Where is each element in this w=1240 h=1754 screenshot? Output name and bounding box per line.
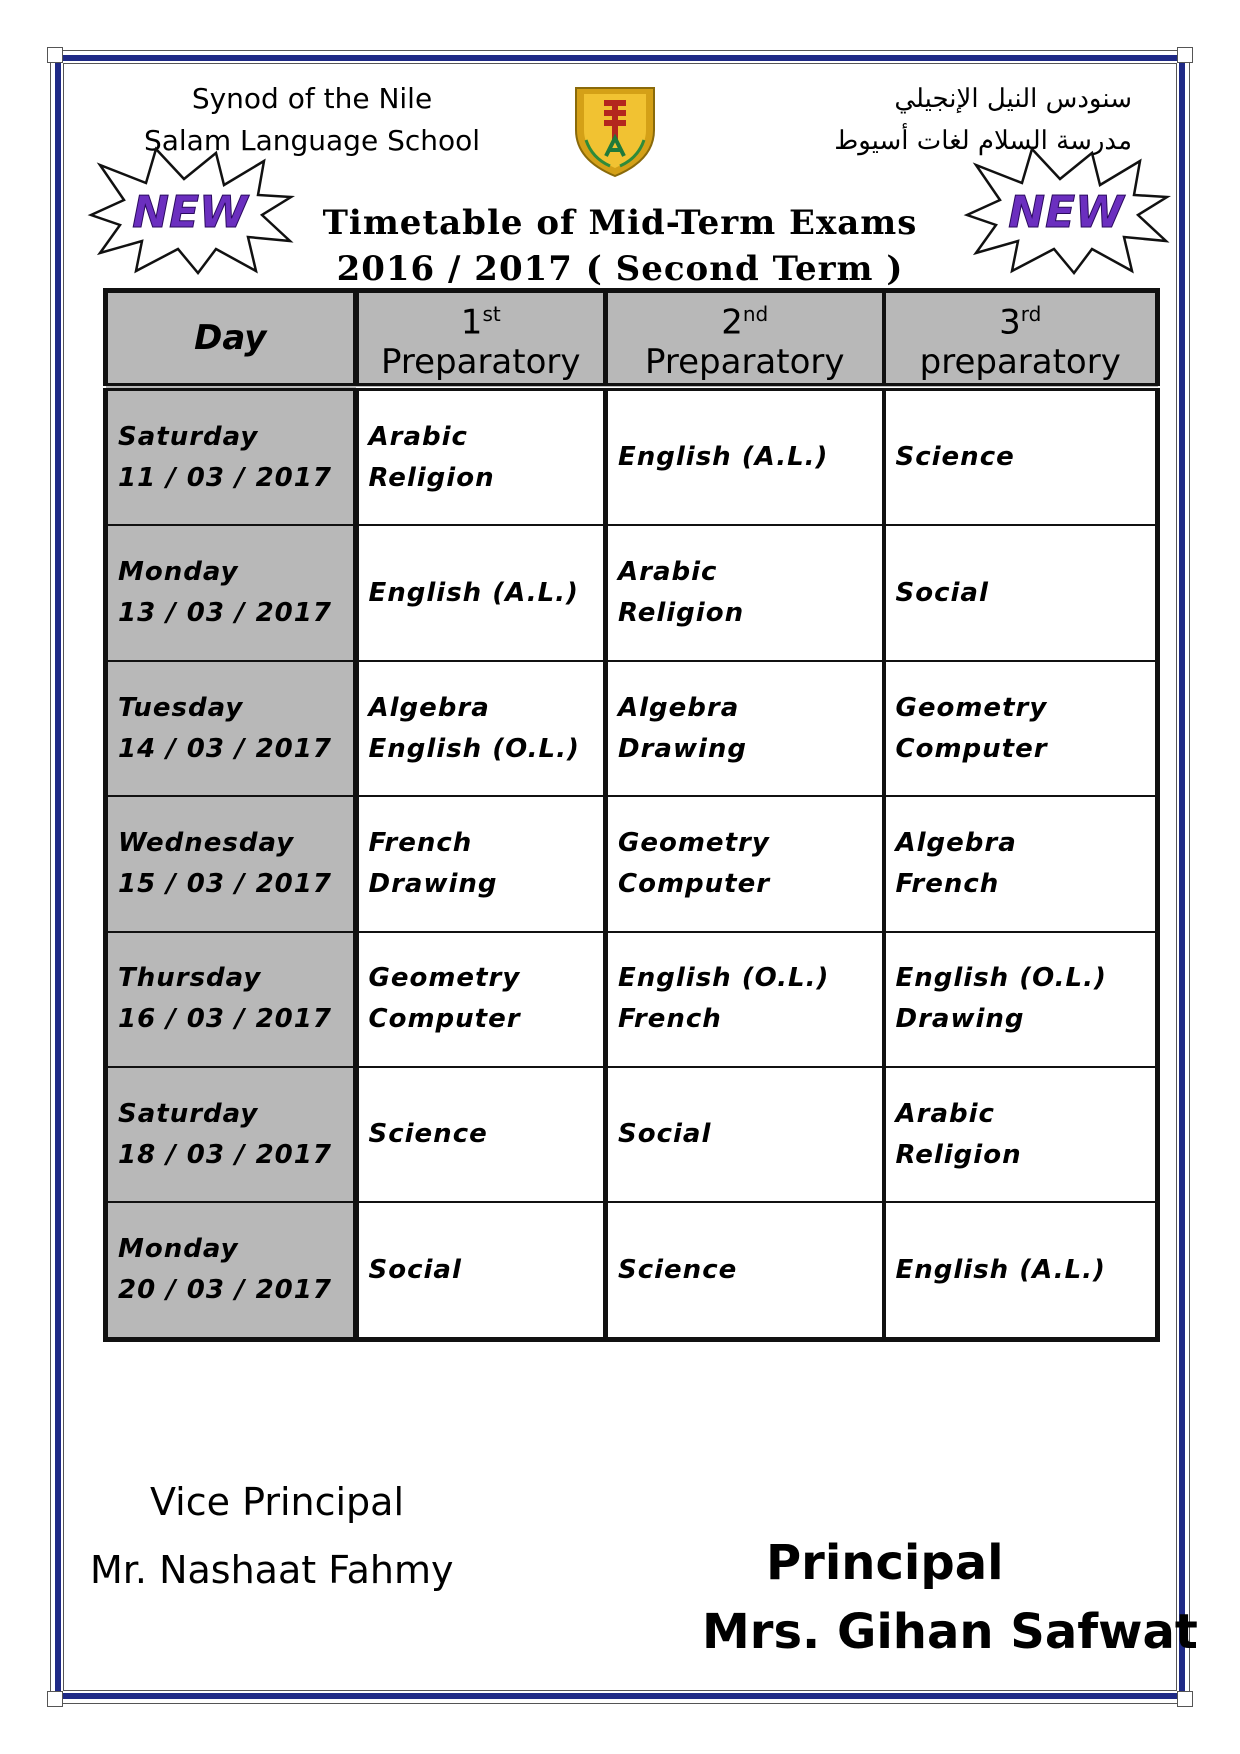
day-cell — [106, 661, 356, 796]
frame-corner — [1177, 47, 1193, 63]
subject: English (A.L.) — [618, 442, 829, 473]
header-grade-3: 3rd preparatory — [884, 291, 1158, 388]
subjects-grade-3 — [884, 387, 1158, 525]
subject: Computer — [618, 868, 771, 899]
subjects-grade-1 — [356, 932, 606, 1067]
new-badge-right — [962, 145, 1172, 275]
subject: Drawing — [895, 1004, 1025, 1035]
subjects-grade-3 — [884, 1067, 1158, 1202]
school-name-arabic-line-1: سنودس النيل الإنجيلي — [894, 84, 1132, 114]
subject: English (O.L.) — [895, 963, 1107, 994]
table-row — [106, 387, 1158, 525]
header-day: Day — [106, 291, 356, 388]
subjects-grade-1 — [356, 796, 606, 931]
day-cell — [106, 932, 356, 1067]
subject: Science — [895, 442, 1015, 473]
subject: Algebra — [618, 692, 740, 723]
subject: English (A.L.) — [895, 1254, 1106, 1285]
school-crest-logo — [570, 80, 660, 180]
subject: Geometry — [618, 827, 770, 858]
frame-corner — [1177, 1691, 1193, 1707]
exam-date: 16 / 03 / 2017 — [118, 1004, 332, 1035]
subject: Arabic — [895, 1098, 995, 1129]
subject: Algebra — [368, 692, 490, 723]
subjects-grade-2 — [606, 796, 884, 931]
day-cell — [106, 387, 356, 525]
day-name: Monday — [118, 1234, 239, 1265]
title-line-1: Timetable of Mid-Term Exams — [322, 203, 918, 243]
table-row — [106, 661, 1158, 796]
subjects-grade-1 — [356, 525, 606, 660]
day-name: Saturday — [118, 1098, 259, 1129]
day-cell — [106, 796, 356, 931]
subject: Computer — [368, 1004, 521, 1035]
page-title — [260, 200, 980, 292]
table-row — [106, 1202, 1158, 1339]
subjects-grade-2 — [606, 932, 884, 1067]
subject: English (O.L.) — [368, 733, 580, 764]
exam-date: 18 / 03 / 2017 — [118, 1139, 332, 1170]
school-name-arabic-line-2: مدرسة السلام لغات أسيوط — [834, 126, 1132, 156]
subjects-grade-3 — [884, 932, 1158, 1067]
exam-date: 20 / 03 / 2017 — [118, 1275, 332, 1306]
table-header-row — [106, 291, 1158, 388]
header-grade-1: 1st Preparatory — [356, 291, 606, 388]
subject: Religion — [368, 462, 495, 493]
subject: Religion — [618, 598, 745, 629]
table-row — [106, 525, 1158, 660]
subjects-grade-3 — [884, 1202, 1158, 1339]
new-badge-text: NEW — [1008, 187, 1124, 238]
subjects-grade-1 — [356, 1067, 606, 1202]
subjects-grade-2 — [606, 661, 884, 796]
subjects-grade-2 — [606, 1202, 884, 1339]
subjects-grade-2 — [606, 525, 884, 660]
subject: Drawing — [368, 868, 498, 899]
exam-date: 13 / 03 / 2017 — [118, 598, 332, 629]
exam-date: 11 / 03 / 2017 — [118, 462, 332, 493]
table-row — [106, 1067, 1158, 1202]
subject: English (O.L.) — [618, 963, 830, 994]
subjects-grade-3 — [884, 661, 1158, 796]
table-row — [106, 932, 1158, 1067]
subject: Geometry — [368, 963, 521, 994]
subject: Social — [368, 1254, 462, 1285]
subject: Religion — [895, 1139, 1022, 1170]
subjects-grade-2 — [606, 1067, 884, 1202]
day-cell — [106, 1067, 356, 1202]
principal-title: Principal — [766, 1535, 1004, 1591]
exam-timetable — [103, 288, 1160, 1342]
new-badge-text: NEW — [132, 187, 248, 238]
table-row — [106, 796, 1158, 931]
subject: Social — [895, 577, 989, 608]
subject: French — [895, 868, 1000, 899]
subject: Computer — [895, 733, 1048, 764]
principal-name: Mrs. Gihan Safwat — [702, 1604, 1198, 1660]
day-cell — [106, 525, 356, 660]
subject: Geometry — [895, 692, 1048, 723]
title-line-2: 2016 / 2017 ( Second Term ) — [336, 249, 904, 289]
frame-corner — [47, 1691, 63, 1707]
vice-principal-name: Mr. Nashaat Fahmy — [90, 1548, 454, 1592]
subject: Arabic — [368, 421, 468, 452]
subjects-grade-1 — [356, 661, 606, 796]
subject: Social — [618, 1119, 712, 1150]
day-name: Wednesday — [118, 827, 295, 858]
subject: English (A.L.) — [368, 577, 579, 608]
subjects-grade-2 — [606, 387, 884, 525]
header-grade-2: 2nd Preparatory — [606, 291, 884, 388]
day-name: Tuesday — [118, 692, 244, 723]
exam-date: 15 / 03 / 2017 — [118, 868, 332, 899]
vice-principal-title: Vice Principal — [150, 1480, 404, 1524]
subject: Science — [618, 1254, 738, 1285]
day-cell — [106, 1202, 356, 1339]
subjects-grade-1 — [356, 1202, 606, 1339]
subjects-grade-3 — [884, 525, 1158, 660]
day-name: Thursday — [118, 963, 262, 994]
subject: French — [618, 1004, 722, 1035]
school-name-line-1: Synod of the Nile — [191, 82, 433, 115]
subject: French — [368, 827, 473, 858]
subject: Drawing — [618, 733, 748, 764]
subjects-grade-3 — [884, 796, 1158, 931]
day-name: Monday — [118, 557, 239, 588]
frame-corner — [47, 47, 63, 63]
exam-date: 14 / 03 / 2017 — [118, 733, 332, 764]
day-name: Saturday — [118, 421, 259, 452]
subject: Algebra — [895, 827, 1017, 858]
subject: Science — [368, 1119, 488, 1150]
subject: Arabic — [618, 557, 718, 588]
subjects-grade-1 — [356, 387, 606, 525]
school-name-line-2: Salam Language School — [143, 124, 481, 157]
